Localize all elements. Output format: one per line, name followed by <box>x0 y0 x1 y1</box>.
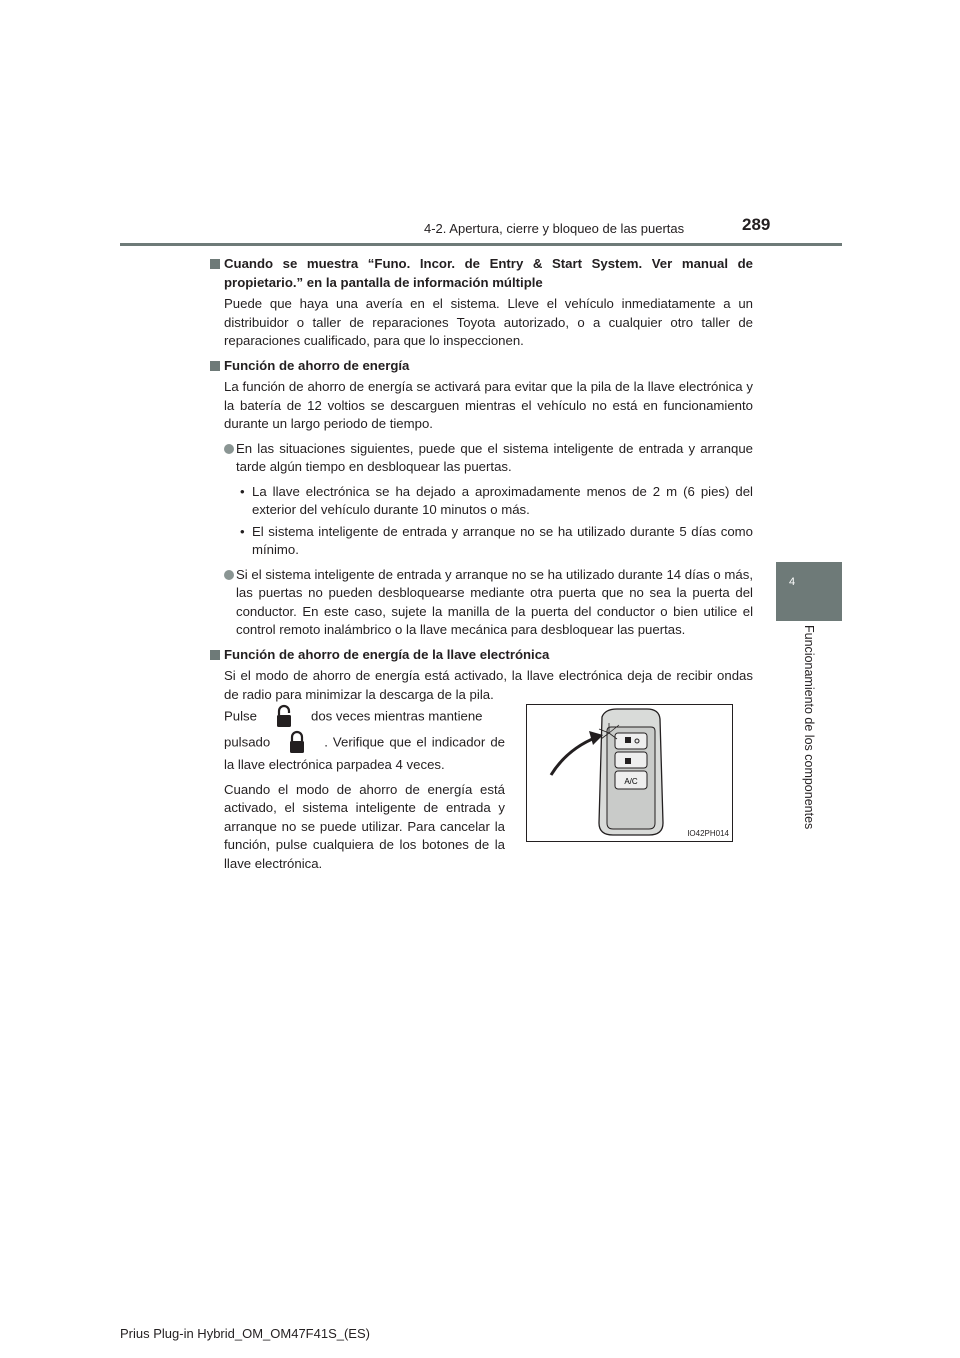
sub-list-item <box>236 483 753 520</box>
instruction-block <box>224 704 505 879</box>
key-figure <box>526 704 733 842</box>
instruction-pressed: pulsado <box>224 734 271 750</box>
list-item <box>224 440 753 477</box>
section-paragraph: Puede que haya una avería en el sistema. Lleve el vehículo inmediatamente a un distribuidor o taller de reparaciones Toyota autorizado, o a cualquier otro taller de reparaciones cualificado, para que lo inspeccionen. <box>224 296 753 348</box>
square-bullet-icon <box>210 361 220 371</box>
heading-text: Función de ahorro de energía de la llave electrónica <box>224 646 550 662</box>
dot-bullet-icon: • <box>240 483 245 499</box>
instruction-twice: dos veces mientras mantiene <box>311 708 483 724</box>
circle-bullet-icon <box>224 444 234 454</box>
instruction-cancel: Cuando el modo de ahorro de energía está activado, el sistema inteligente de entrada y arranque no se puede utilizar. Para cancelar la función, pulse cualquiera de los botones de la llave electrónica. <box>224 781 505 871</box>
instruction-pulse: Pulse <box>224 708 257 724</box>
ac-button-label: A/C <box>624 777 638 786</box>
square-bullet-icon <box>210 259 220 269</box>
list-item <box>224 566 753 640</box>
lock-button-icon <box>267 704 301 730</box>
sub-list-item-text: El sistema inteligente de entrada y arranque no se ha utilizado durante 5 días como mínimo. <box>252 523 753 557</box>
list-item-text: Si el sistema inteligente de entrada y arranque no se ha utilizado durante 14 días o más, las puertas no pueden desbloquearse mediante otra puerta que no sea la puerta del conductor. En este caso, sujete la manilla de la puerta del conductor o bien utilice el control remoto inalámbrico o la llave mecánica para desbloquear las puertas. <box>236 566 753 637</box>
heading-text: Cuando se muestra “Funo. Incor. de Entry & Start System. Ver manual de propietario.” en la pantalla de información múltiple <box>224 256 753 290</box>
sub-list-item-text: La llave electrónica se ha dejado a aproximadamente menos de 2 m (6 pies) del exterior del vehículo durante 10 minutos o más. <box>252 483 753 517</box>
sub-list-item <box>236 523 753 560</box>
page-number: 289 <box>742 215 771 234</box>
section-heading <box>210 357 753 376</box>
section-heading <box>210 646 753 665</box>
instruction-paragraph <box>224 704 505 775</box>
main-content <box>210 255 753 710</box>
header-rule <box>120 243 842 246</box>
heading-text: Función de ahorro de energía <box>224 357 410 373</box>
chapter-label: Funcionamiento de los componentes <box>802 625 816 830</box>
square-bullet-icon <box>210 650 220 660</box>
chapter-side-tab <box>776 562 842 621</box>
chapter-number: 4 <box>789 576 796 588</box>
electronic-key-illustration <box>527 705 732 841</box>
section-paragraph: Si el modo de ahorro de energía está activado, la llave electrónica deja de recibir ondas de radio para minimizar la descarga de la pila. <box>224 668 753 702</box>
circle-bullet-icon <box>224 570 234 580</box>
list-item-text: En las situaciones siguientes, puede que el sistema inteligente de entrada y arranque tarde algún tiempo en desbloquear las puertas. <box>236 440 753 474</box>
instruction-verify: . Verifique que el indicador de la llave electrónica parpadea 4 veces. <box>224 734 505 772</box>
figure-code: IO42PH014 <box>687 829 729 838</box>
dot-bullet-icon: • <box>240 523 245 539</box>
footer-text: Prius Plug-in Hybrid_OM_OM47F41S_(ES) <box>120 1326 370 1341</box>
lock-button-icon <box>280 730 314 756</box>
section-heading <box>210 255 753 292</box>
section-paragraph: La función de ahorro de energía se activará para evitar que la pila de la llave electrónica y la batería de 12 voltios se descarguen mientras el vehículo no está en funcionamiento durante un largo periodo de tiempo. <box>224 379 753 431</box>
section-header-title: 4-2. Apertura, cierre y bloqueo de las puertas <box>424 221 685 236</box>
